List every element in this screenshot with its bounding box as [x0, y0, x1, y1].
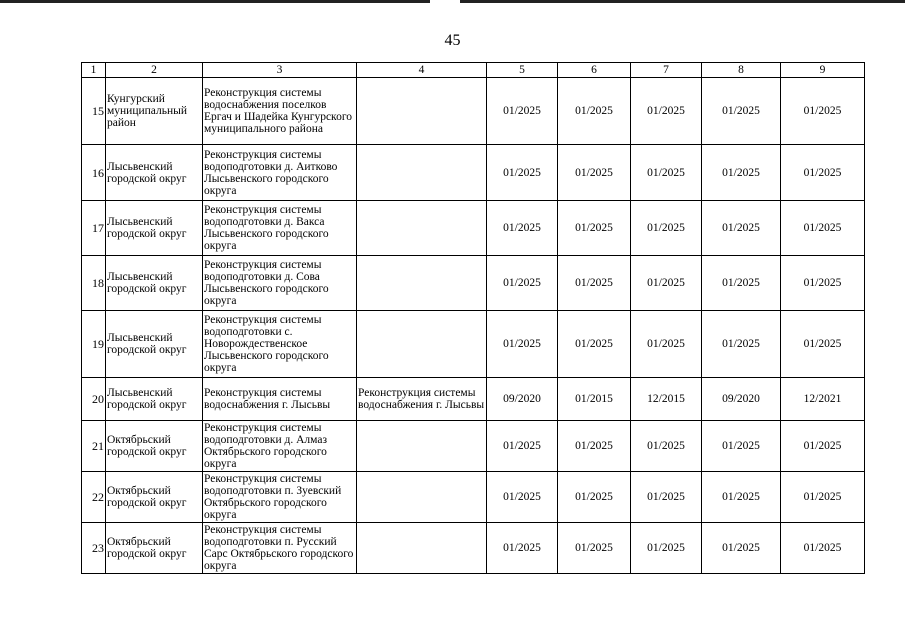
page-number: 45 [444, 32, 461, 49]
date-cell: 12/2021 [781, 378, 865, 421]
table-row [82, 256, 865, 311]
row-number: 16 [82, 145, 106, 201]
row-number: 21 [82, 421, 106, 472]
date-cell: 01/2025 [781, 523, 865, 574]
row-number: 20 [82, 378, 106, 421]
municipality-cell: Лысьвенский городской округ [106, 256, 203, 311]
date-cell: 01/2025 [781, 421, 865, 472]
date-cell: 01/2025 [702, 256, 781, 311]
investment-project-cell [357, 145, 487, 201]
table-row [82, 145, 865, 201]
column-header: 1 [82, 63, 106, 78]
row-number: 17 [82, 201, 106, 256]
date-cell: 01/2025 [781, 145, 865, 201]
date-cell: 01/2025 [631, 421, 702, 472]
object-name-cell: Реконструкция системы водоподготовки д. Вакса Лысьвенского городского округа [203, 201, 357, 256]
investment-project-cell [357, 421, 487, 472]
column-header: 5 [487, 63, 558, 78]
municipality-cell: Лысьвенский городской округ [106, 145, 203, 201]
date-cell: 01/2025 [702, 311, 781, 378]
date-cell: 01/2025 [558, 201, 631, 256]
date-cell: 01/2025 [631, 78, 702, 145]
date-cell: 01/2025 [487, 201, 558, 256]
date-cell: 01/2025 [487, 421, 558, 472]
date-cell: 01/2025 [558, 78, 631, 145]
table-row [82, 78, 865, 145]
date-cell: 01/2025 [487, 311, 558, 378]
date-cell: 09/2020 [702, 378, 781, 421]
municipality-cell: Лысьвенский городской округ [106, 311, 203, 378]
object-name-cell: Реконструкция системы водоподготовки д. Алмаз Октябрьского городского округа [203, 421, 357, 472]
date-cell: 01/2025 [487, 523, 558, 574]
municipality-cell: Кунгурский муниципальный район [106, 78, 203, 145]
date-cell: 01/2025 [558, 256, 631, 311]
date-cell: 01/2025 [781, 201, 865, 256]
column-header: 3 [203, 63, 357, 78]
date-cell: 01/2025 [487, 78, 558, 145]
date-cell: 01/2025 [558, 472, 631, 523]
investment-project-cell: Реконструкция системы водоснабжения г. Лысьвы [357, 378, 487, 421]
object-name-cell: Реконструкция системы водоподготовки п. Русский Сарс Октябрьского городского округа [203, 523, 357, 574]
date-cell: 01/2025 [558, 523, 631, 574]
date-cell: 01/2025 [702, 78, 781, 145]
column-header: 2 [106, 63, 203, 78]
date-cell: 01/2025 [781, 311, 865, 378]
data-table [81, 62, 865, 574]
top-border-gap [430, 0, 460, 3]
column-header: 9 [781, 63, 865, 78]
municipality-cell: Лысьвенский городской округ [106, 378, 203, 421]
date-cell: 01/2025 [781, 256, 865, 311]
object-name-cell: Реконструкция системы водоподготовки д. Сова Лысьвенского городского округа [203, 256, 357, 311]
date-cell: 01/2025 [487, 256, 558, 311]
date-cell: 01/2025 [702, 472, 781, 523]
investment-project-cell [357, 78, 487, 145]
municipality-cell: Октябрьский городской округ [106, 421, 203, 472]
investment-project-cell [357, 256, 487, 311]
date-cell: 01/2025 [558, 421, 631, 472]
date-cell: 01/2025 [487, 472, 558, 523]
table-row [82, 201, 865, 256]
table-row [82, 421, 865, 472]
column-header: 4 [357, 63, 487, 78]
date-cell: 01/2025 [631, 201, 702, 256]
investment-project-cell [357, 472, 487, 523]
table-header-row [82, 63, 865, 78]
column-header: 6 [558, 63, 631, 78]
date-cell: 01/2025 [781, 78, 865, 145]
investment-project-cell [357, 523, 487, 574]
row-number: 18 [82, 256, 106, 311]
date-cell: 09/2020 [487, 378, 558, 421]
object-name-cell: Реконструкция системы водоподготовки с. Новорождественское Лысьвенского городского округа [203, 311, 357, 378]
date-cell: 01/2025 [631, 256, 702, 311]
date-cell: 01/2025 [702, 145, 781, 201]
date-cell: 01/2025 [631, 523, 702, 574]
date-cell: 01/2025 [631, 145, 702, 201]
date-cell: 01/2025 [781, 472, 865, 523]
table-row [82, 311, 865, 378]
row-number: 22 [82, 472, 106, 523]
object-name-cell: Реконструкция системы водоснабжения г. Лысьвы [203, 378, 357, 421]
date-cell: 01/2025 [631, 311, 702, 378]
date-cell: 01/2025 [702, 523, 781, 574]
object-name-cell: Реконструкция системы водоснабжения поселков Ергач и Шадейка Кунгурского муниципального района [203, 78, 357, 145]
object-name-cell: Реконструкция системы водоподготовки п. Зуевский Октябрьского городского округа [203, 472, 357, 523]
date-cell: 01/2025 [558, 145, 631, 201]
table-row [82, 472, 865, 523]
table-row [82, 523, 865, 574]
object-name-cell: Реконструкция системы водоподготовки д. Аитково Лысьвенского городского округа [203, 145, 357, 201]
date-cell: 01/2025 [702, 421, 781, 472]
investment-project-cell [357, 201, 487, 256]
column-header: 7 [631, 63, 702, 78]
date-cell: 01/2025 [631, 472, 702, 523]
date-cell: 12/2015 [631, 378, 702, 421]
investment-project-cell [357, 311, 487, 378]
municipality-cell: Октябрьский городской округ [106, 523, 203, 574]
table-row [82, 378, 865, 421]
row-number: 19 [82, 311, 106, 378]
column-header: 8 [702, 63, 781, 78]
date-cell: 01/2015 [558, 378, 631, 421]
date-cell: 01/2025 [487, 145, 558, 201]
row-number: 23 [82, 523, 106, 574]
municipality-cell: Лысьвенский городской округ [106, 201, 203, 256]
municipality-cell: Октябрьский городской округ [106, 472, 203, 523]
date-cell: 01/2025 [558, 311, 631, 378]
row-number: 15 [82, 78, 106, 145]
date-cell: 01/2025 [702, 201, 781, 256]
